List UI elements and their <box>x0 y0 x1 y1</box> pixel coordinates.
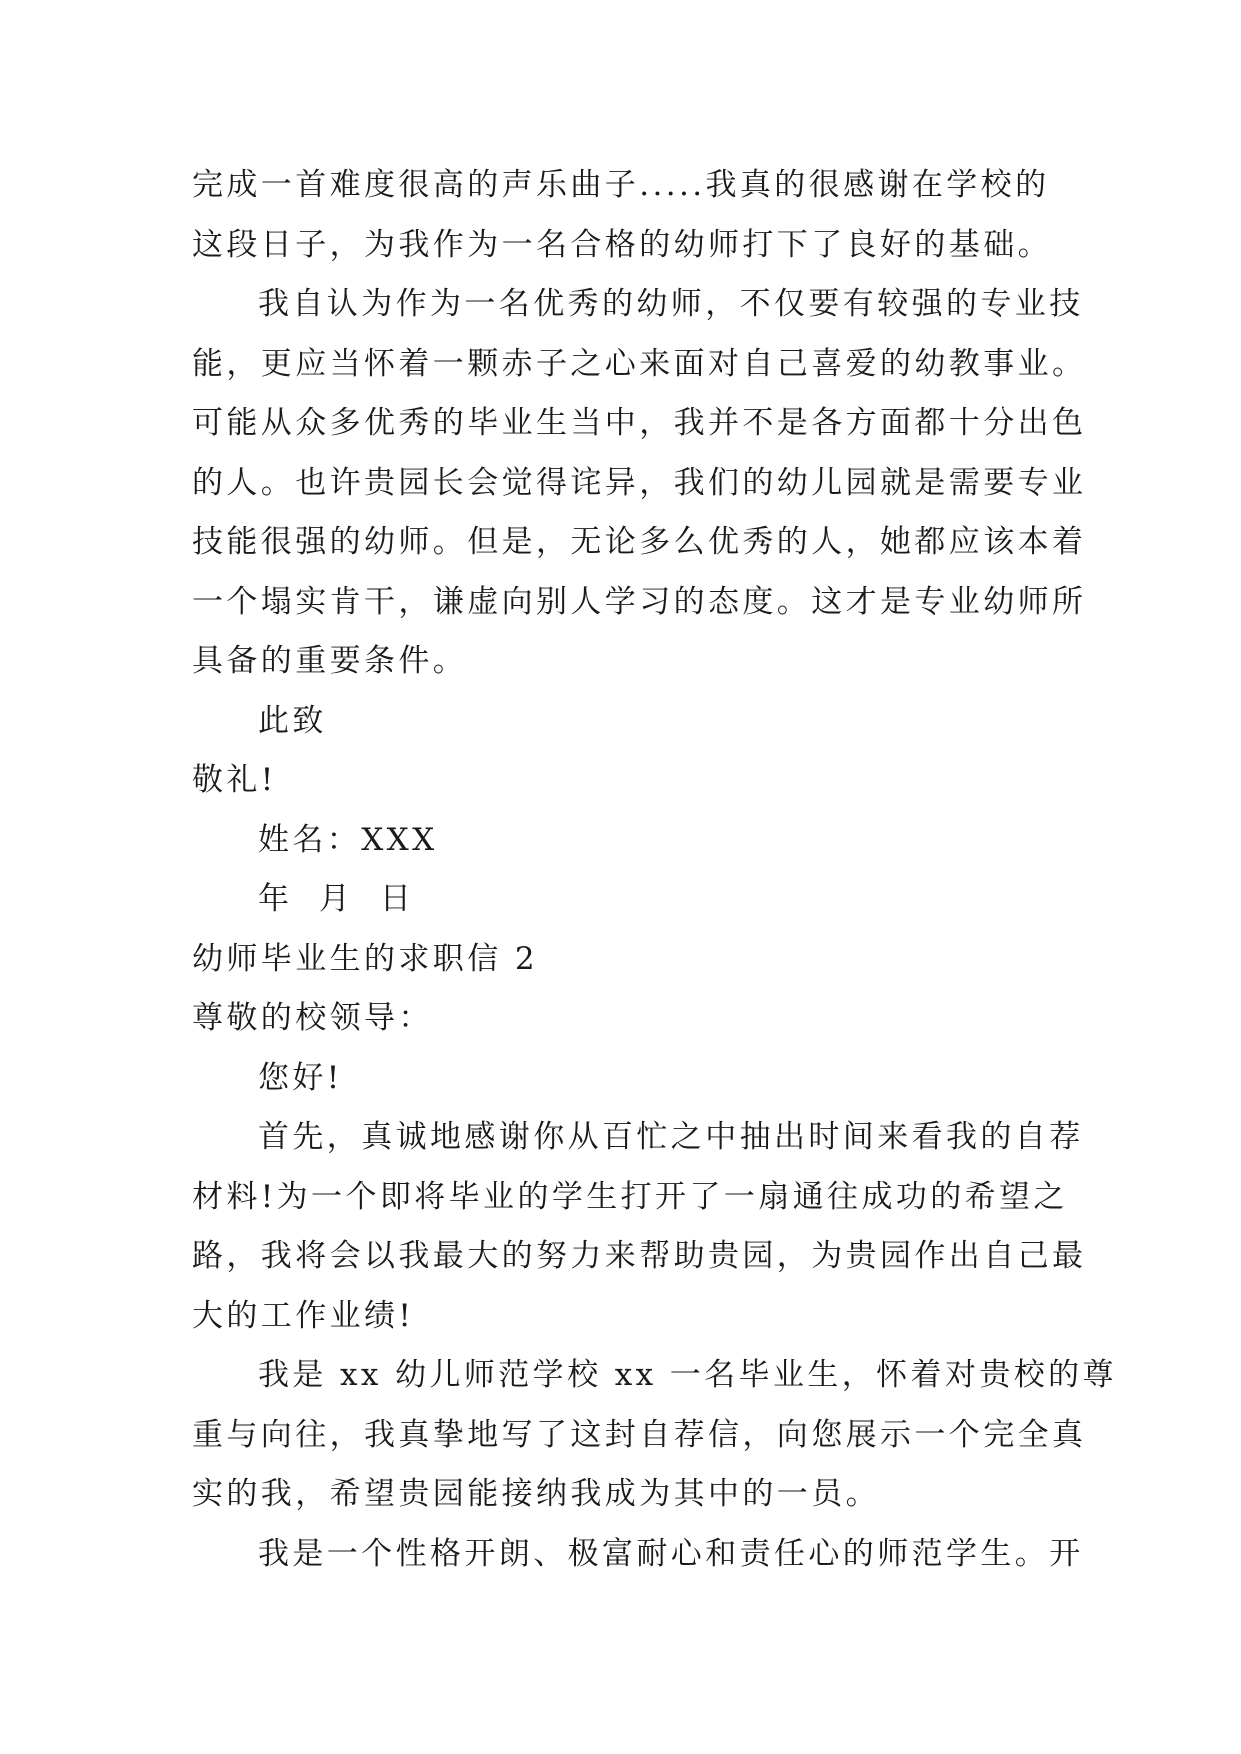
closing-regards: 敬礼! <box>192 762 277 798</box>
text-line: 大的工作业绩! <box>192 1297 415 1334</box>
text-line: 一个塌实肯干，谦虚向别人学习的态度。这才是专业幼师所 <box>192 583 1087 620</box>
text-line: 可能从众多优秀的毕业生当中，我并不是各方面都十分出色 <box>192 405 1087 441</box>
text-line: 我是 xx 幼儿师范学校 xx 一名毕业生，怀着对贵校的尊 <box>258 1357 1117 1393</box>
text-line: 能，更应当怀着一颗赤子之心来面对自己喜爱的幼教事业。 <box>192 345 1087 382</box>
signature-date: 年 月 日 <box>258 881 415 917</box>
text-line: 的人。也许贵园长会觉得诧异，我们的幼儿园就是需要专业 <box>192 464 1087 501</box>
text-line: 具备的重要条件。 <box>192 643 468 679</box>
text-line: 技能很强的幼师。但是，无论多么优秀的人，她都应该本着 <box>192 524 1087 560</box>
text-line: 实的我，希望贵园能接纳我成为其中的一员。 <box>192 1476 880 1512</box>
text-line: 我是一个性格开朗、极富耐心和责任心的师范学生。开 <box>258 1535 1084 1572</box>
text-line: 这段日子，为我作为一名合格的幼师打下了良好的基础。 <box>192 226 1052 263</box>
text-line: 我自认为作为一名优秀的幼师，不仅要有较强的专业技 <box>258 286 1084 322</box>
letter-body <box>192 156 1117 1584</box>
text-line: 首先，真诚地感谢你从百忙之中抽出时间来看我的自荐 <box>258 1119 1084 1155</box>
greeting: 您好! <box>258 1059 343 1096</box>
text-line: 路，我将会以我最大的努力来帮助贵园，为贵园作出自己最 <box>192 1238 1087 1274</box>
signature-name: 姓名：XXX <box>258 821 438 858</box>
section-title: 幼师毕业生的求职信 2 <box>192 940 538 977</box>
closing-salutation: 此致 <box>258 702 327 739</box>
text-line: 完成一首难度很高的声乐曲子.....我真的很感谢在学校的 <box>192 167 1050 203</box>
greeting-recipient: 尊敬的校领导： <box>192 1000 433 1036</box>
text-line: 材料!为一个即将毕业的学生打开了一扇通往成功的希望之 <box>192 1178 1068 1215</box>
text-line: 重与向往，我真挚地写了这封自荐信，向您展示一个完全真 <box>192 1416 1087 1453</box>
